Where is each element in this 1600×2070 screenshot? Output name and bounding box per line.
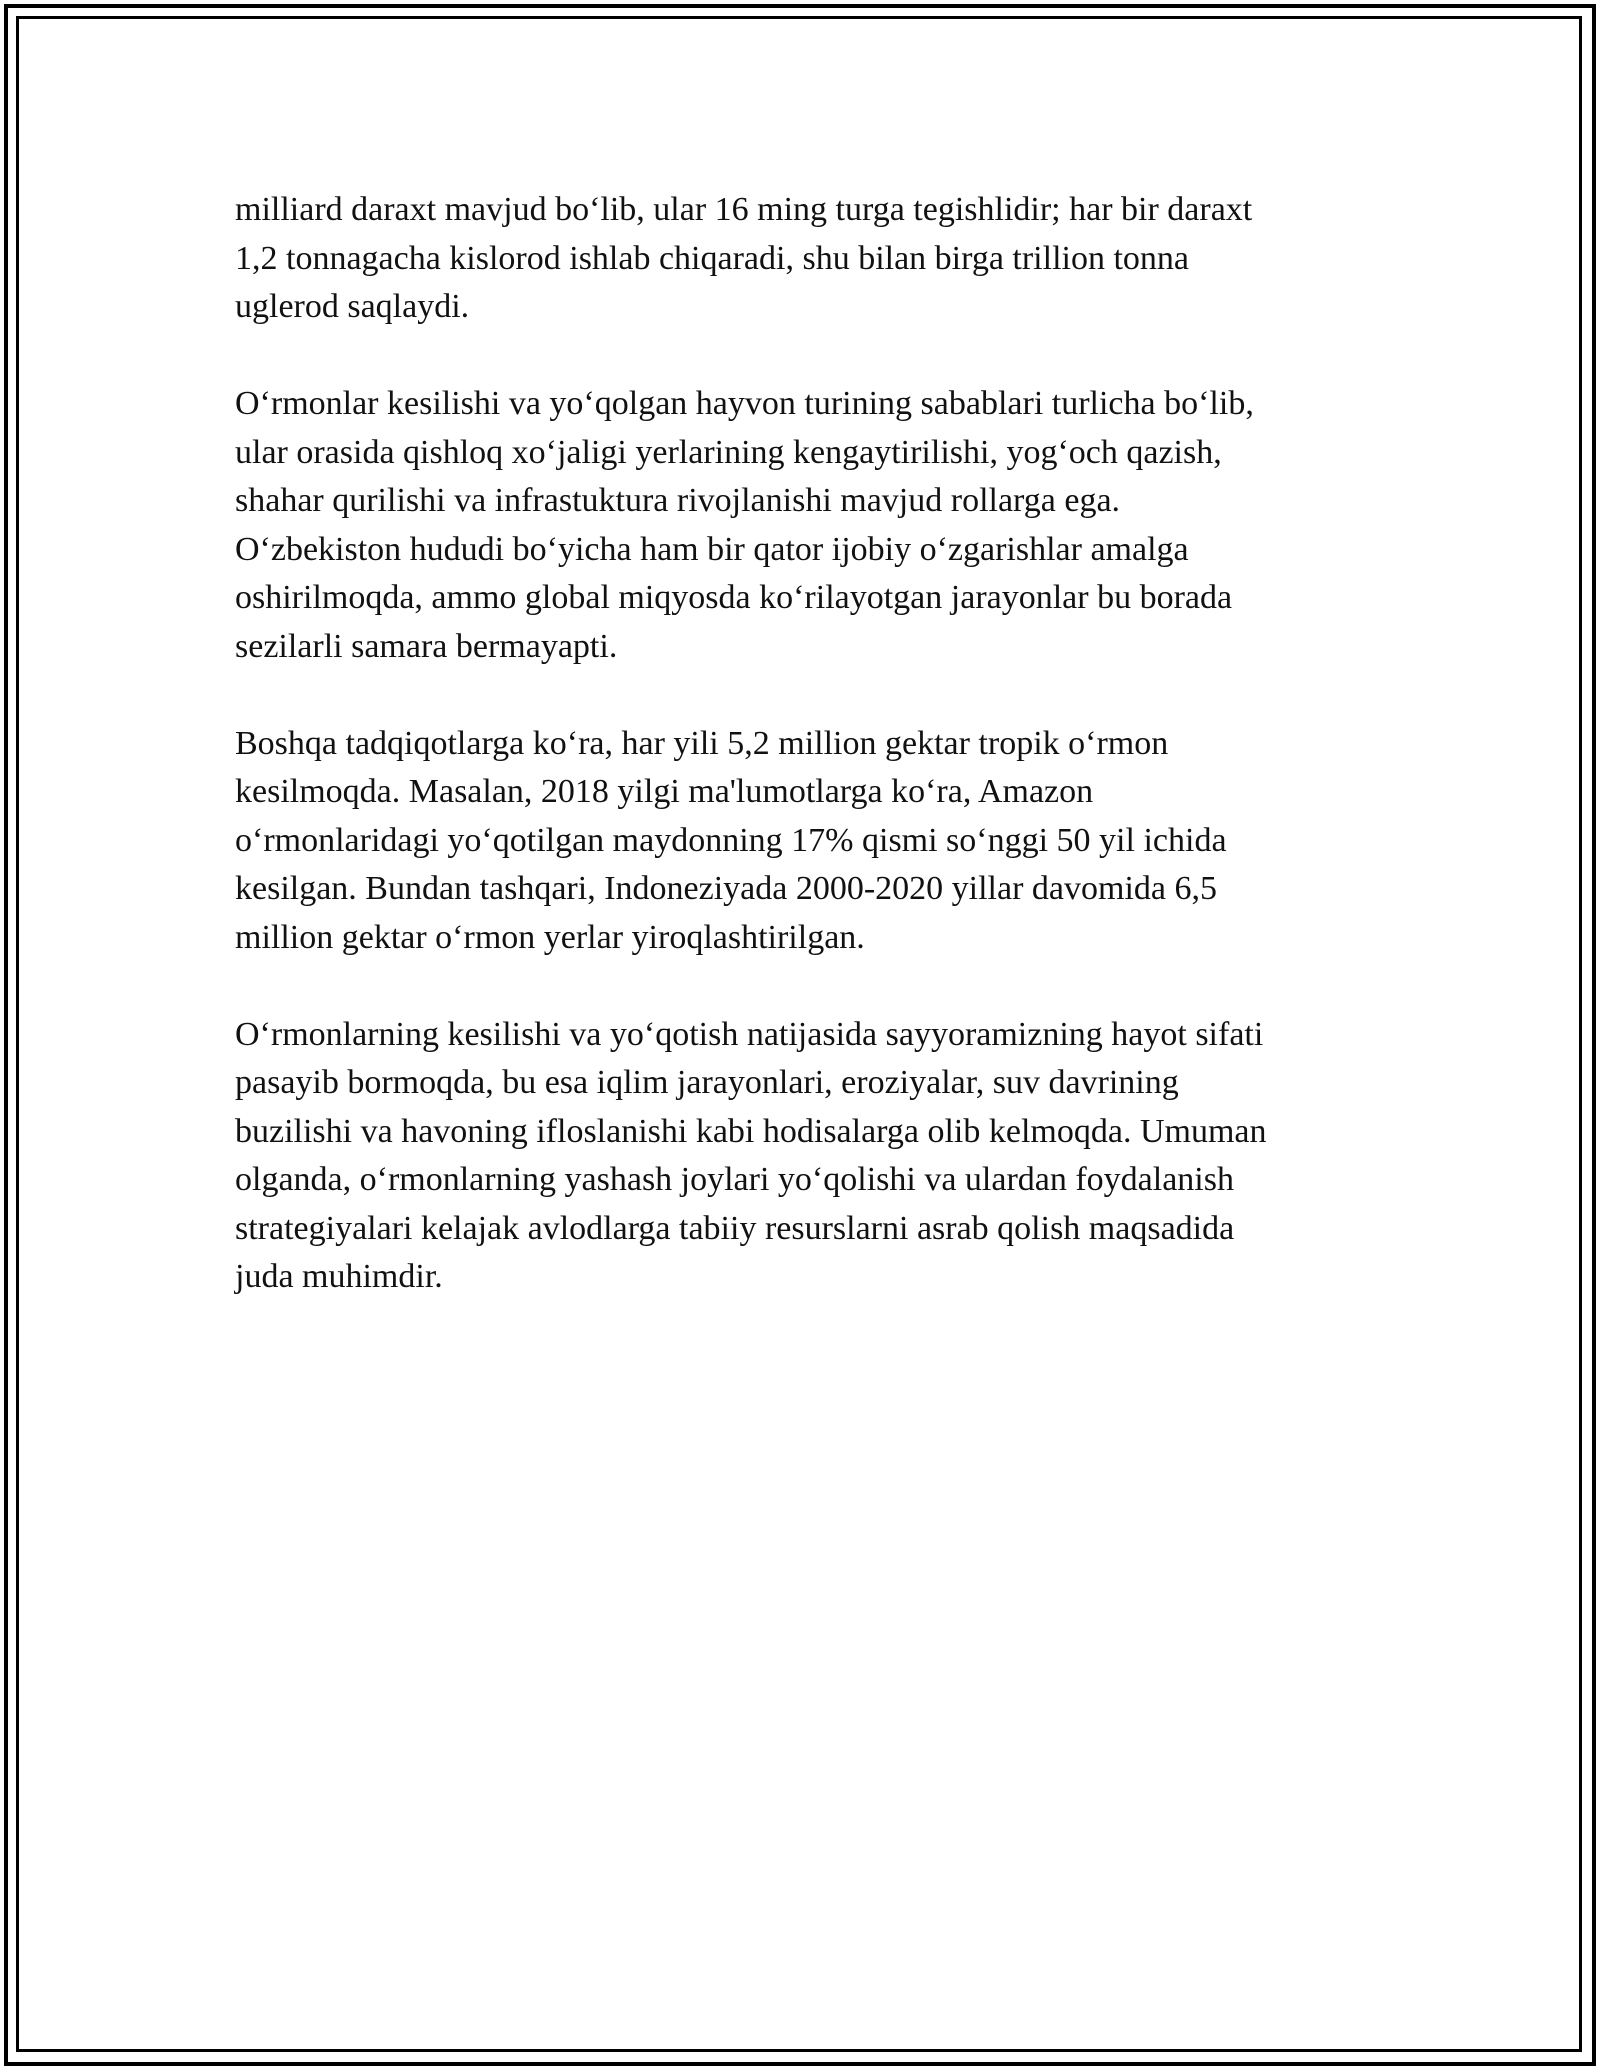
paragraph-3: Boshqa tadqiqotlarga ko‘ra, har yili 5,2 million gektar tropik o‘rmon kesilmoqda. Masalan, 2018 yilgi ma'lumotlarga ko‘ra, Amazon o‘rmonlaridagi yo‘qotilgan maydonning 17% qismi so‘nggi 50 yil ichida kesilgan. Bundan tashqari, Indoneziyada 2000-2020 yillar davomida 6,5 million gektar o‘rmon yerlar yiroqlashtirilgan. [235, 724, 1227, 956]
document-body [235, 186, 1375, 1350]
paragraph-2: O‘rmonlar kesilishi va yo‘qolgan hayvon turining sabablari turlicha bo‘lib, ular orasida qishloq xo‘jaligi yerlarining kengaytirilishi, yog‘och qazish, shahar qurilishi va infrastuktura rivojlanishi mavjud rollarga ega. O‘zbekiston hududi bo‘yicha ham bir qator ijobiy o‘zgarishlar amalga oshirilmoqda, ammo global miqyosda ko‘rilayotgan jarayonlar bu borada sezilarli samara bermayapti. [235, 385, 1254, 665]
paragraph-1: milliard daraxt mavjud bo‘lib, ular 16 ming turga tegishlidir; har bir daraxt 1,2 tonnagacha kislorod ishlab chiqaradi, shu bilan birga trillion tonna uglerod saqlaydi. [235, 191, 1253, 325]
paragraph-4: O‘rmonlarning kesilishi va yo‘qotish natijasida sayyoramizning hayot sifati pasayib bormoqda, bu esa iqlim jarayonlari, eroziyalar, suv davrining buzilishi va havoning ifloslanishi kabi hodisalarga olib kelmoqda. Umuman olganda, o‘rmonlarning yashash joylari yo‘qolishi va ulardan foydalanish strategiyalari kelajak avlodlarga tabiiy resurslarni asrab qolish maqsadida juda muhimdir. [235, 1015, 1267, 1295]
